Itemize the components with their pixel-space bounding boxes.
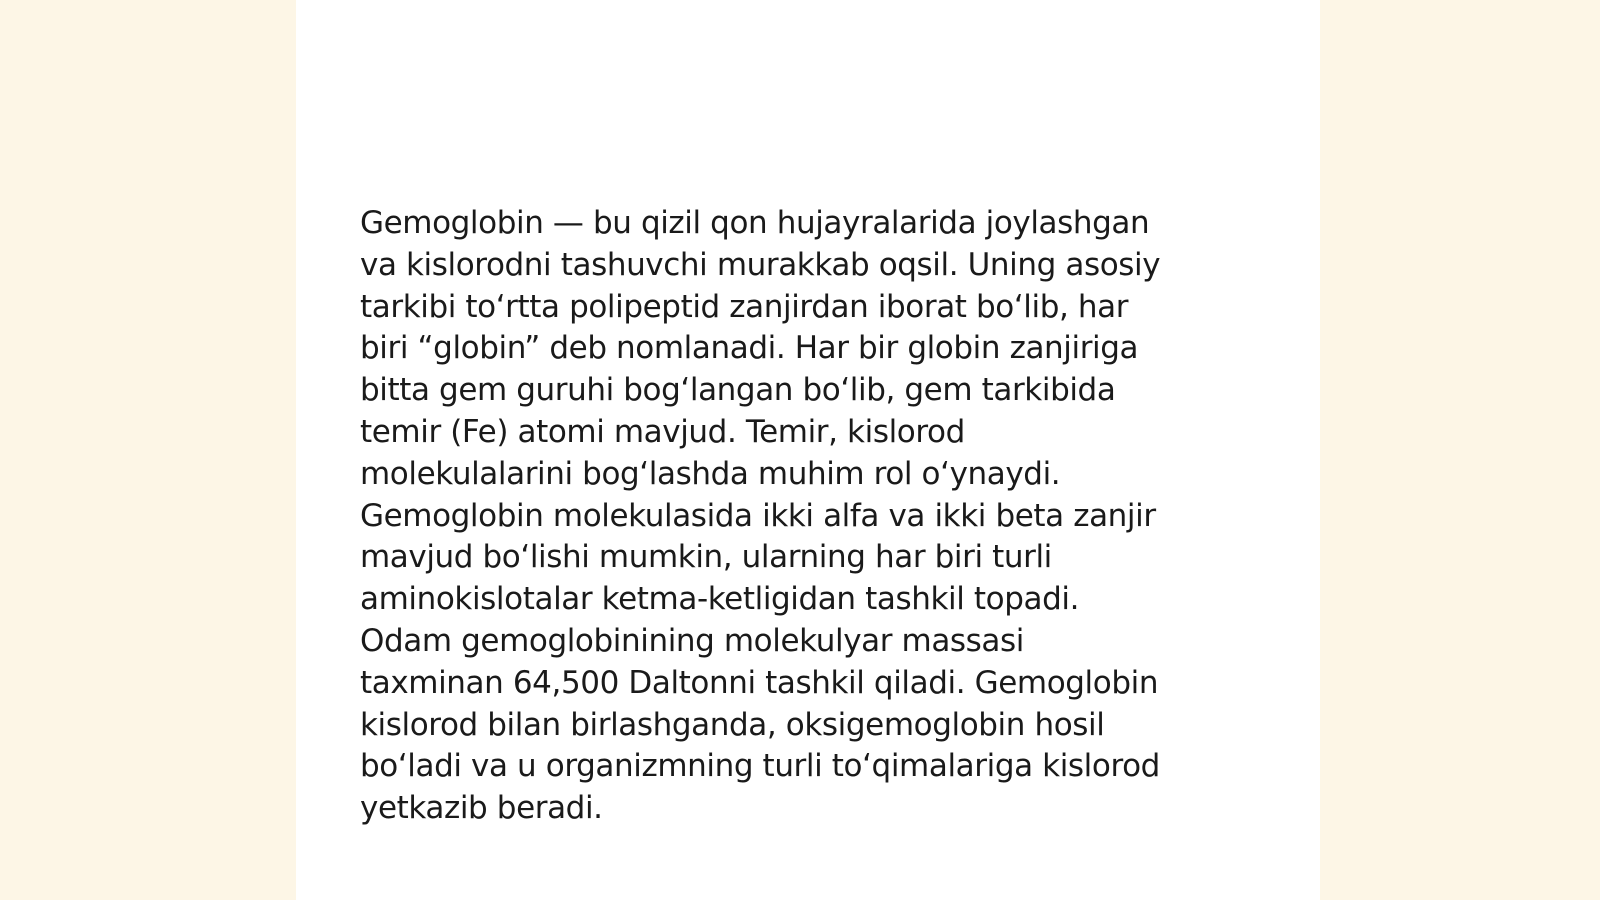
text-line: mavjud bo‘lishi mumkin, ularning har biri turli <box>360 539 1052 576</box>
text-line: bitta gem guruhi bog‘langan bo‘lib, gem tarkibida <box>360 372 1116 409</box>
text-line: molekulalarini bog‘lashda muhim rol o‘ynaydi. <box>360 455 1061 492</box>
paragraph <box>360 203 1240 830</box>
text-line: Odam gemoglobinining molekulyar massasi <box>360 622 1024 659</box>
text-line: kislorod bilan birlashganda, oksigemoglobin hosil <box>360 706 1105 743</box>
text-line: biri “globin” deb nomlanadi. Har bir globin zanjiriga <box>360 330 1139 367</box>
document-page <box>296 0 1320 900</box>
text-line: va kislorodni tashuvchi murakkab oqsil. Uning asosiy <box>360 246 1161 283</box>
text-line: Gemoglobin molekulasida ikki alfa va ikki beta zanjir <box>360 497 1156 534</box>
text-line: tarkibi to‘rtta polipeptid zanjirdan iborat bo‘lib, har <box>360 288 1129 325</box>
text-line: temir (Fe) atomi mavjud. Temir, kislorod <box>360 413 965 450</box>
text-line: aminokislotalar ketma-ketligidan tashkil topadi. <box>360 581 1080 618</box>
text-line: bo‘ladi va u organizmning turli to‘qimalariga kislorod <box>360 748 1160 785</box>
text-line: taxminan 64,500 Daltonni tashkil qiladi. Gemoglobin <box>360 664 1159 701</box>
text-line: Gemoglobin — bu qizil qon hujayralarida joylashgan <box>360 205 1150 241</box>
text-line: yetkazib beradi. <box>360 790 603 827</box>
